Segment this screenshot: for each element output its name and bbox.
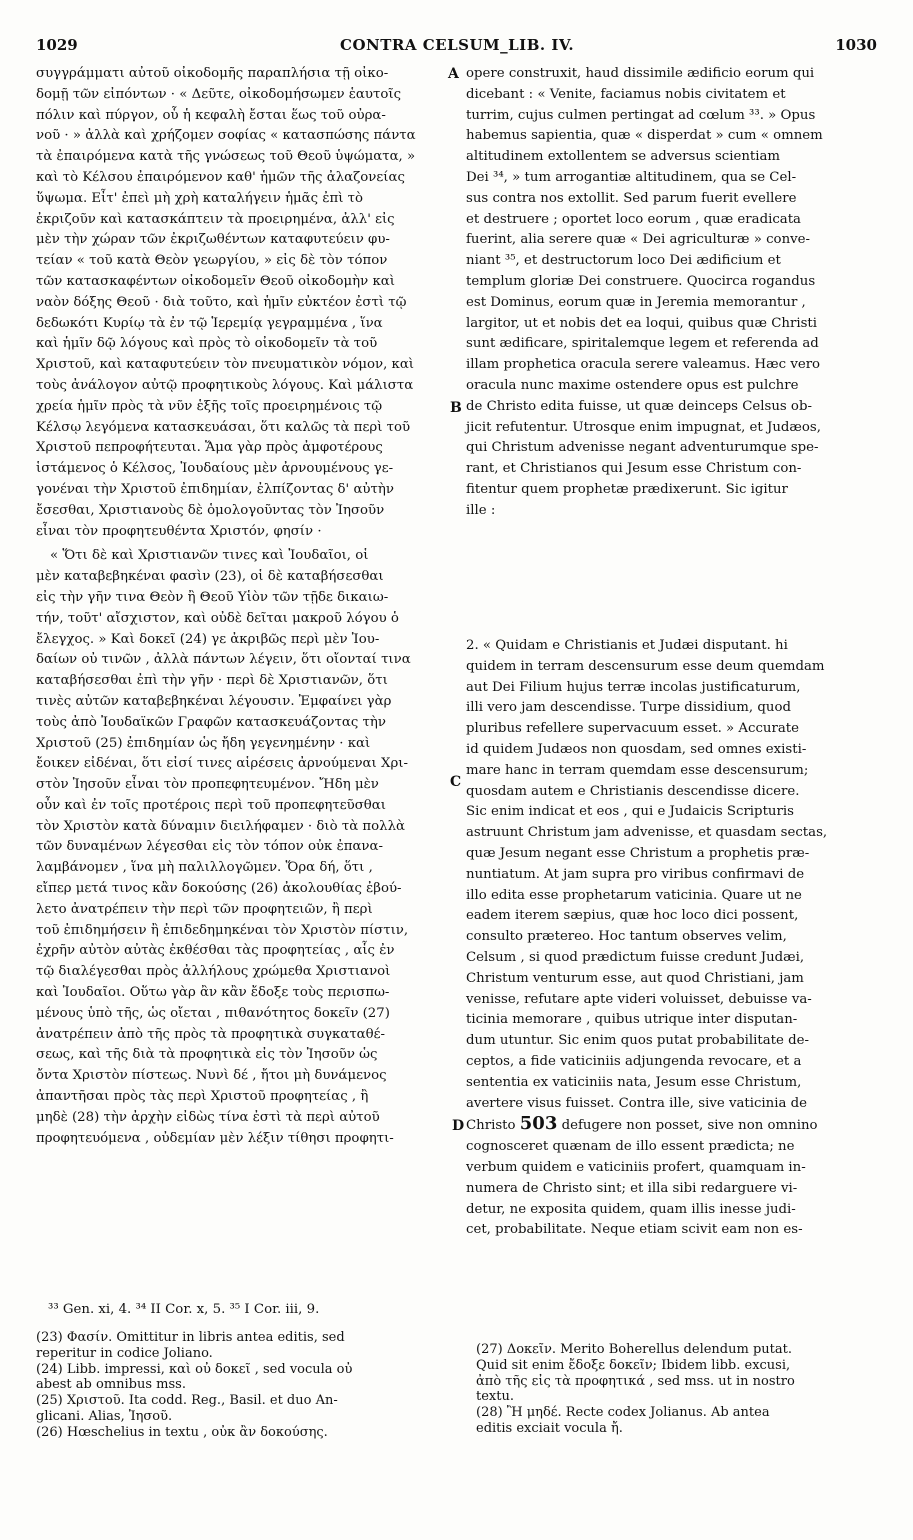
latin-line: numera de Christo sint; et illa sibi redarguere vi- — [466, 1180, 798, 1196]
latin-line: pluribus refellere supervacuum esset. » Accurate — [466, 721, 799, 737]
latin-line: oracula nunc maxime ostendere opus est pulchre — [466, 377, 799, 393]
greek-line: ἀπαντῆσαι πρὸς τὰς περὶ Χριστοῦ προφητείας , ἢ — [36, 1089, 369, 1105]
greek-line: δεδωκότι Κυρίῳ τὰ ἐν τῷ Ἱερεμίᾳ γεγραμμένα , ἵνα — [36, 315, 383, 331]
latin-line: jicit refutentur. Utrosque enim impugnat, et Judæos, — [466, 419, 821, 435]
greek-line: καὶ τὸ Κέλσου ἐπαιρόμενον καθ' ἡμῶν τῆς ἀλαζονείας — [36, 169, 405, 185]
greek-line: τήν, τοῦτ' αἴσχιστον, καὶ οὐδὲ δεῖται μακροῦ λόγου ὁ — [36, 610, 399, 626]
footnote-line: editis exciait vocula ἤ. — [476, 1420, 623, 1436]
greek-line: ἐχρῆν αὐτὸν αὐτὰς ἐκθέσθαι τὰς προφητείας , αἷς ἐν — [36, 943, 395, 959]
greek-line: τῷ διαλέγεσθαι πρὸς ἀλλήλους χρώμεθα Χριστιανοὶ — [36, 964, 391, 980]
footnote-line: glicani. Alias, Ἰησοῦ. — [36, 1408, 173, 1424]
latin-line: rant, et Christianos qui Jesum esse Christum con- — [466, 461, 802, 477]
latin-line: Sic enim indicat et eos , qui e Judaicis Scripturis — [466, 804, 794, 820]
latin-text-column — [466, 64, 876, 522]
greek-line: ἀνατρέπειν ἀπὸ τῆς πρὸς τὰ προφητικὰ συγκαταθέ- — [36, 1026, 386, 1042]
greek-line: μένους ὑπὸ τῆς, ὡς οἴεται , πιθανότητος δοκεῖν (27) — [36, 1005, 390, 1021]
latin-line: fuerint, alia serere quæ « Dei agriculturæ » conve- — [466, 232, 811, 248]
latin-line: largitor, ut et nobis det ea loqui, quibus quæ Christi — [466, 315, 817, 331]
greek-line: Χριστοῦ, καὶ καταφυτεύειν τὸν πνευματικὸν νόμον, καὶ — [36, 357, 415, 373]
greek-line: νοῦ · » ἀλλὰ καὶ χρήζομεν σοφίας « κατασπώσης πάντα — [36, 128, 416, 144]
greek-line: λετο ἀνατρέπειν τὴν περὶ τῶν προφητειῶν, ἢ περὶ — [36, 901, 373, 917]
latin-line: ceptos, a fide vaticiniis adjungenda revocare, et a — [466, 1053, 802, 1069]
running-title: CONTRA CELSUM_LIB. IV. — [340, 36, 575, 54]
greek-line: μὲν τὴν χώραν τῶν ἐκριζωθέντων καταφυτεύειν φυ- — [36, 232, 390, 248]
latin-line: dicebant : « Venite, faciamus nobis civitatem et — [466, 86, 786, 102]
latin-line: venisse, refutare apte videri voluisset, debuisse va- — [466, 991, 812, 1007]
margin-marker-a: A — [448, 66, 459, 82]
latin-line: id quidem Judæos non quosdam, sed omnes existi- — [466, 741, 807, 757]
greek-line: οὖν καὶ ἐν τοῖς προτέροις περὶ τοῦ προπεφητεῦσθαι — [36, 797, 386, 813]
greek-line: καταβήσεσθαι ἐπὶ τὴν γῆν · περὶ δὲ Χριστιανῶν, ὅτι — [36, 673, 388, 689]
latin-line: ticinia memorare , quibus utrique inter disputan- — [466, 1012, 798, 1028]
footnote-line: (27) Δοκεῖν. Merito Boherellus delendum putat. — [476, 1342, 792, 1357]
footnote-line: (28) Ἢ μηδέ. Recte codex Jolianus. Ab antea — [476, 1405, 770, 1421]
greek-line: ἱστάμενος ὁ Κέλσος, Ἰουδαίους μὲν ἀρνουμένους γε- — [36, 461, 394, 477]
greek-line: δαίων οὐ τινῶν , ἀλλὰ πάντων λέγειν, ὅτι οἴονταί τινα — [36, 652, 411, 668]
greek-line: χρεία ἡμῖν πρὸς τὰ νῦν ἑξῆς τοῖς προειρημένοις τῷ — [36, 398, 383, 414]
footnotes-left — [36, 1330, 352, 1441]
latin-line: Celsum , si quod prædictum fuisse credunt Judæi, — [466, 949, 805, 965]
footnote-line: reperitur in codice Joliano. — [36, 1345, 213, 1361]
greek-line: ὄντα Χριστὸν πίστεως. Νυνὶ δέ , ἤτοι μὴ δυνάμενος — [36, 1068, 387, 1084]
latin-line: avertere visus fuisset. Contra ille, sive vaticinia de — [466, 1095, 808, 1111]
greek-line: σεως, καὶ τῆς διὰ τὰ προφητικὰ εἰς τὸν Ἰησοῦν ὡς — [36, 1047, 378, 1063]
greek-line: Χριστοῦ πεπροφήτευται. Ἅμα γὰρ πρὸς ἀμφοτέρους — [36, 440, 383, 456]
column-number-503: 503 — [519, 1113, 558, 1135]
greek-line: συγγράμματι αὐτοῦ οἰκοδομῆς παραπλήσια τῇ οἰκο- — [36, 66, 389, 81]
margin-marker-c: C — [450, 774, 462, 790]
page-number-right: 1030 — [835, 36, 877, 54]
footnote-line: textu. — [476, 1389, 514, 1405]
latin-line-503: Christo 503 defugere non posset, sive non omnino — [466, 1113, 818, 1135]
latin-line: eadem iterem sæpius, quæ hoc loco dici possent, — [466, 908, 799, 924]
greek-line: Χριστοῦ (25) ἐπιδημίαν ὡς ἤδη γεγενημένην · καὶ — [36, 735, 371, 751]
latin-line: sententia ex vaticiniis nata, Jesum esse Christum, — [466, 1074, 802, 1090]
greek-line: πόλιν καὶ πύργον, οὗ ἡ κεφαλὴ ἔσται ἕως τοῦ οὐρα- — [36, 107, 386, 123]
latin-line: cet, probabilitate. Neque etiam scivit eam non es- — [466, 1222, 803, 1238]
latin-line: illo edita esse prophetarum vaticinia. Quare ut ne — [466, 887, 802, 903]
greek-line: ἔσεσθαι, Χριστιανοὺς δὲ ὁμολογοῦντας τὸν Ἰησοῦν — [36, 502, 385, 518]
greek-line: καὶ Ἰουδαῖοι. Οὕτω γὰρ ἂν κἂν ἔδοξε τοὺς περισπω- — [36, 985, 390, 1001]
latin-line: consulto prætereo. Hoc tantum observes velim, — [466, 929, 787, 945]
greek-line: δομῇ τῶν εἰπόντων · « Δεῦτε, οἰκοδομήσωμεν ἑαυτοῖς — [36, 86, 402, 102]
latin-line: quæ Jesum negant esse Christum a prophetis præ- — [466, 845, 810, 861]
greek-line: τῶν δυναμένων λέγεσθαι εἰς τὸν τόπον οὐκ ἐπανα- — [36, 839, 383, 855]
latin-line: illam prophetica oracula serere valeamus. Hæc vero — [466, 357, 821, 373]
greek-line: ἐκριζοῦν καὶ κατασκάπτειν τὰ προειρημένα, ἀλλ' εἰς — [36, 211, 395, 227]
greek-line: τὰ ἐπαιρόμενα κατὰ τῆς γνώσεως τοῦ Θεοῦ ὑψώματα, » — [36, 149, 416, 165]
latin-line: opere construxit, haud dissimile ædificio eorum qui — [466, 66, 815, 81]
latin-line: verbum quidem e vaticiniis profert, quamquam in- — [466, 1159, 806, 1175]
greek-line: εἰς τὴν γῆν τινα Θεὸν ἢ Θεοῦ Υἱὸν τῶν τῇδε δικαιω- — [36, 589, 389, 605]
greek-line: γονέναι τὴν Χριστοῦ ἐπιδημίαν, ἐλπίζοντας δ' αὐτὴν — [36, 481, 394, 497]
greek-line: τινὲς αὐτῶν καταβεβηκέναι λέγουσιν. Ἐμφαίνει γὰρ — [36, 693, 392, 709]
greek-line: Κέλσῳ λεγόμενα κατασκευάσαι, ὅτι καλῶς τὰ περὶ τοῦ — [36, 419, 411, 435]
latin-line: quosdam autem e Christianis descendisse dicere. — [466, 783, 800, 799]
latin-line: 2. « Quidam e Christianis et Judæi disputant. hi — [466, 638, 788, 653]
greek-line: τοὺς ἀνάλογον αὐτῷ προφητικοὺς λόγους. Καὶ μάλιστα — [36, 377, 414, 393]
scripture-references: ³³ Gen. xi, 4. ³⁴ II Cor. x, 5. ³⁵ I Cor. iii, 9. — [48, 1302, 320, 1317]
greek-line: εἶναι τὸν προφητευθέντα Χριστόν, φησίν · — [36, 523, 322, 539]
latin-line: de Christo edita fuisse, ut quæ deinceps Celsus ob- — [466, 398, 812, 414]
footnote-line: Quid sit enim ἔδοξε δοκεῖν; Ibidem libb. excusi, — [476, 1357, 791, 1373]
margin-marker-b: B — [450, 400, 462, 416]
latin-line: mare hanc in terram quemdam esse descensurum; — [466, 762, 809, 778]
greek-line: « Ὅτι δὲ καὶ Χριστιανῶν τινες καὶ Ἰουδαῖοι, οἱ — [50, 548, 369, 564]
latin-line: Christum venturum esse, aut quod Christiani, jam — [466, 970, 804, 986]
latin-line: niant ³⁵, et destructorum loco Dei ædificium et — [466, 253, 781, 269]
greek-line: εἴπερ μετά τινος κἂν δοκούσης (26) ἀκολουθίας ἐβού- — [36, 881, 402, 897]
latin-section-2 — [466, 636, 876, 1241]
greek-line: ὕψωμα. Εἶτ' ἐπεὶ μὴ χρὴ καταλήγειν ἡμᾶς ἐπὶ τὸ — [36, 190, 364, 206]
greek-text-column — [36, 64, 446, 1149]
greek-line: τοὺς ἀπὸ Ἰουδαϊκῶν Γραφῶν κατασκευάζοντας τὴν — [36, 714, 386, 730]
greek-line: στὸν Ἰησοῦν εἶναι τὸν προπεφητευμένον. Ἤδη μὲν — [36, 777, 379, 793]
latin-line: illi vero jam descendisse. Turpe dissidium, quod — [466, 700, 791, 716]
latin-line: habemus sapientia, quæ « disperdat » cum « omnem — [466, 128, 823, 144]
latin-line: et destruere ; oportet loco eorum , quæ eradicata — [466, 211, 801, 227]
greek-line: ἔλεγχος. » Καὶ δοκεῖ (24) γε ἀκριβῶς περὶ μὲν Ἰου- — [36, 631, 380, 647]
footnote-line: (26) Hœschelius in textu , οὐκ ἂν δοκούσης. — [36, 1424, 328, 1440]
greek-line: ναὸν δόξης Θεοῦ · διὰ τοῦτο, καὶ ἡμῖν εὐκτέον ἐστὶ τῷ — [36, 294, 407, 310]
greek-line: μηδὲ (28) τὴν ἀρχὴν εἰδὼς τίνα ἐστὶ τὰ περὶ αὐτοῦ — [36, 1109, 380, 1125]
margin-marker-d: D — [452, 1118, 465, 1134]
latin-line: nuntiatum. At jam supra pro viribus confirmavi de — [466, 866, 805, 882]
latin-line: aut Dei Filium hujus terræ incolas justificaturum, — [466, 679, 801, 695]
latin-line: quidem in terram descensurum esse deum quemdam — [466, 658, 825, 674]
latin-line: fitentur quem prophetæ prædixerunt. Sic igitur — [466, 481, 788, 497]
greek-line: καὶ ἡμῖν δῷ λόγους καὶ πρὸς τὸ οἰκοδομεῖν τὰ τοῦ — [36, 336, 378, 352]
latin-line: detur, ne exposita quidem, quam illis inesse judi- — [466, 1201, 796, 1217]
greek-line: λαμβάνομεν , ἵνα μὴ παλιλλογῶμεν. Ὅρα δή, ὅτι , — [36, 860, 373, 876]
latin-line: astruunt Christum jam advenisse, et quasdam sectas, — [466, 825, 828, 841]
latin-line: Dei ³⁴, » tum arrogantiæ altitudinem, qua se Cel- — [466, 169, 797, 185]
greek-line: τῶν κατασκαφέντων οἰκοδομεῖν Θεοῦ οἰκοδομὴν καὶ — [36, 273, 395, 289]
greek-line: τείαν « τοῦ κατὰ Θεὸν γεωργίου, » εἰς δὲ τὸν τόπον — [36, 253, 388, 269]
greek-line: προφητευόμενα , οὐδεμίαν μὲν λέξιν τίθησι προφητι- — [36, 1130, 394, 1146]
latin-line: dum utuntur. Sic enim quos putat probabilitate de- — [466, 1033, 809, 1049]
footnote-line: abest ab omnibus mss. — [36, 1377, 186, 1393]
latin-line: qui Christum advenisse negant adventurumque spe- — [466, 440, 819, 456]
latin-line: sunt ædificare, spiritalemque legem et referenda ad — [466, 336, 819, 352]
latin-line: cognosceret quænam de illo essent prædicta; ne — [466, 1139, 795, 1155]
latin-line: est Dominus, eorum quæ in Jeremia memorantur , — [466, 294, 806, 310]
greek-line: μὲν καταβεβηκέναι φασὶν (23), οἱ δὲ καταβήσεσθαι — [36, 569, 384, 585]
page-number-left: 1029 — [36, 36, 78, 54]
latin-line: altitudinem extollentem se adversus scientiam — [466, 149, 781, 165]
footnote-line: (23) Φασίν. Omittitur in libris antea editis, sed — [36, 1330, 345, 1345]
latin-line: ille : — [466, 502, 496, 518]
footnote-line: ἀπὸ τῆς εἰς τὰ προφητικά , sed mss. ut in nostro — [476, 1373, 795, 1389]
footnote-line: (25) Χριστοῦ. Ita codd. Reg., Basil. et duo An- — [36, 1393, 338, 1409]
greek-line: τοῦ ἐπιδημήσειν ἢ ἐπιδεδημηκέναι τὸν Χριστὸν πίστιν, — [36, 922, 409, 938]
latin-line: turrim, cujus culmen pertingat ad cœlum ³³. » Opus — [466, 107, 816, 123]
greek-line: ἔοικεν εἰδέναι, ὅτι εἰσί τινες αἱρέσεις ἀρνούμεναι Χρι- — [36, 756, 408, 772]
footnote-line: (24) Libb. impressi, καὶ οὐ δοκεῖ , sed vocula οὐ — [36, 1361, 353, 1377]
footnotes-right — [476, 1342, 795, 1437]
greek-line: τὸν Χριστὸν κατὰ δύναμιν διειλήφαμεν · διὸ τὰ πολλὰ — [36, 818, 405, 834]
latin-line: sus contra nos extollit. Sed parum fuerit evellere — [466, 190, 797, 206]
latin-line: templum gloriæ Dei construere. Quocirca rogandus — [466, 273, 816, 289]
